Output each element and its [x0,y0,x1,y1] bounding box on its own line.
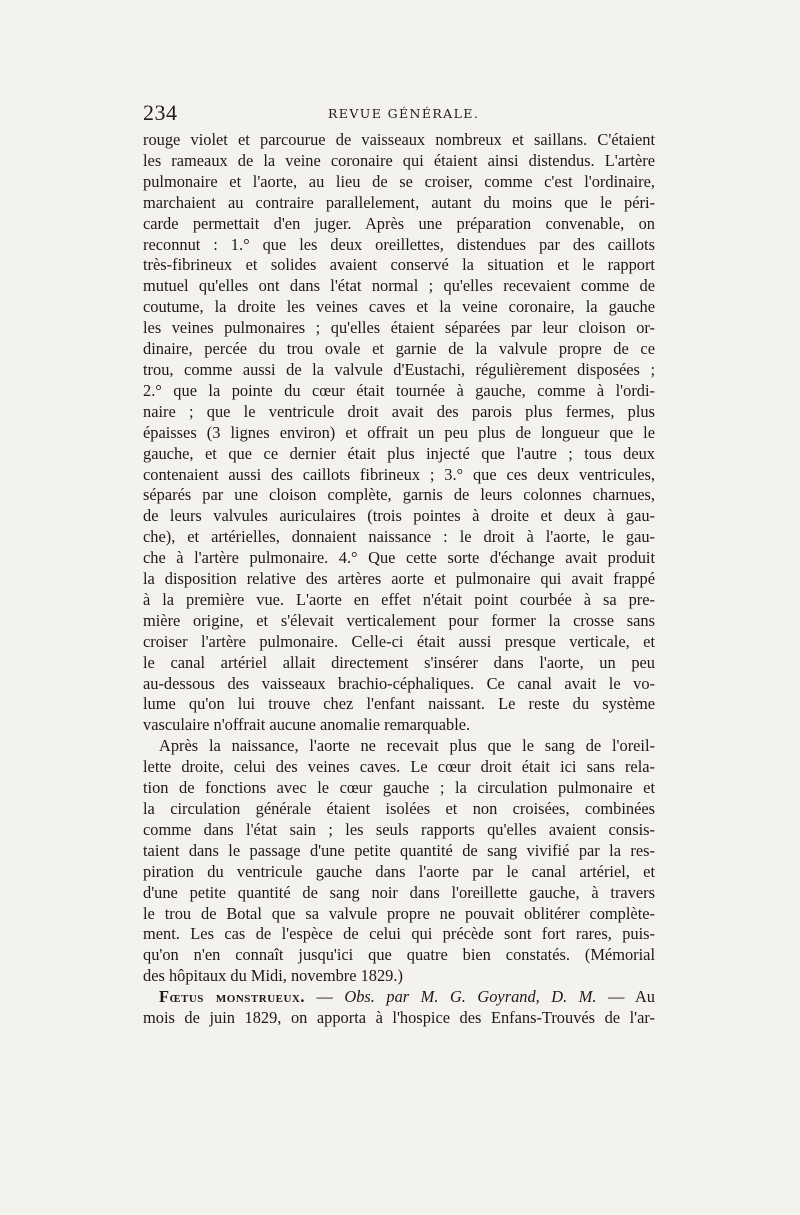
text-line: des hôpitaux du Midi, novembre 1829.) [143,966,403,986]
text-line: naire ; que le ventricule droit avait des parois plus fermes, plus [143,401,655,421]
text-line: mutuel qu'elles ont dans l'état normal ; qu'elles recevaient comme de [143,276,655,296]
text-line: contenaient aussi des caillots fibrineux ; 3.° que ces deux ventricules, [143,464,655,484]
text-line: carde permettait d'en juger. Après une préparation convenable, on [143,213,655,233]
text-line: che à l'artère pulmonaire. 4.° Que cette sorte d'échange avait produit [143,548,655,568]
text-line: dinaire, percée du trou ovale et garnie de la valvule propre de ce [143,339,655,359]
text-line: croiser l'artère pulmonaire. Celle-ci était aussi presque verticale, et [143,631,655,651]
text-line: trou, comme aussi de la valvule d'Eustachi, régulièrement disposées ; [143,359,655,379]
text-line: pulmonaire et l'aorte, au lieu de se croiser, comme c'est l'ordinaire, [143,171,655,191]
text-line: épaisses (3 lignes environ) et offrait un peu plus de longueur que le [143,422,655,442]
dash: — Au [596,987,656,1007]
text-line: très-fibrineux et solides avaient conservé la situation et le rapport [143,255,655,275]
text-line: qu'on n'en connaît jusqu'ici que quatre bien constatés. (Mémorial [143,945,655,965]
page-number: 234 [143,100,178,125]
text-line: ment. Les cas de l'espèce de celui qui précède sont fort rares, puis- [143,924,655,944]
running-head: REVUE GÉNÉRALE. [328,106,480,121]
text-line: piration du ventricule gauche dans l'aorte par le canal artériel, et [143,861,655,881]
text-line: le trou de Botal que sa valvule propre ne pouvait oblitérer complète- [143,903,655,923]
text-line: lette droite, celui des veines caves. Le cœur droit était ici sans rela- [143,757,655,777]
text-line: mière origine, et s'élevait verticalement pour former la crosse sans [143,610,655,630]
text-line: vasculaire n'offrait aucune anomalie remarquable. [143,715,471,735]
text-line: gauche, et que ce dernier était plus injecté que l'autre ; tous deux [143,443,655,463]
text-line: che), et artérielles, donnaient naissance : le droit à l'aorte, le gau- [143,527,655,547]
text-line: Après la naissance, l'aorte ne recevait plus que le sang de l'oreil- [159,736,655,756]
text-line: tion de fonctions avec le cœur gauche ; la circulation pulmonaire et [143,778,655,798]
text-line: séparés par une cloison complète, garnis de leurs colonnes charnues, [143,485,655,505]
text-line: reconnut : 1.° que les deux oreillettes, distendues par des caillots [143,234,655,254]
text-line: la circulation générale étaient isolées et non croisées, combinées [143,799,655,818]
page-header [143,100,658,130]
text-line: lume qu'on lui trouve chez l'enfant naissant. Le reste du système [143,694,655,714]
text-line: les rameaux de la veine coronaire qui étaient ainsi distendus. L'artère [143,150,655,170]
dash: — [304,987,345,1007]
text-line: de leurs valvules auriculaires (trois pointes à droite et deux à gau- [143,506,655,526]
text-line: 2.° que la pointe du cœur était tournée à gauche, comme à l'ordi- [143,380,655,400]
text-line: rouge violet et parcourue de vaisseaux nombreux et saillans. C'étaient [143,130,655,149]
text-line: taient dans le passage d'une petite quantité de sang vivifié par la res- [143,840,655,860]
text-line: au-dessous des vaisseaux brachio-céphaliques. Ce canal avait le vo- [143,673,655,693]
text-line: d'une petite quantité de sang noir dans l'oreillette gauche, à travers [143,882,655,902]
text-line: marchaient au contraire parallelement, autant du moins que le péri- [143,192,655,212]
text-line: à la première vue. L'aorte en effet n'était point courbée à sa pre- [143,589,655,609]
text-line: la disposition relative des artères aorte et pulmonaire qui avait frappé [143,569,655,589]
text-line: le canal artériel allait directement s'insérer dans l'aorte, un peu [143,652,655,672]
text-line: mois de juin 1829, on apporta à l'hospice des Enfans-Trouvés de l'ar- [143,1008,655,1028]
observation-credit: Obs. par M. G. Goyrand, D. M. [344,987,597,1007]
text-line: les veines pulmonaires ; qu'elles étaient séparées par leur cloison or- [143,318,655,338]
text-line: coutume, la droite les veines caves et la veine coronaire, la gauche [143,297,655,317]
section-title: Fœtus monstrueux. [159,987,305,1007]
text-line: comme dans l'état sain ; les seuls rapports qu'elles avaient consis- [143,819,655,839]
body-text [143,130,655,1029]
section-heading-line [143,987,655,1008]
